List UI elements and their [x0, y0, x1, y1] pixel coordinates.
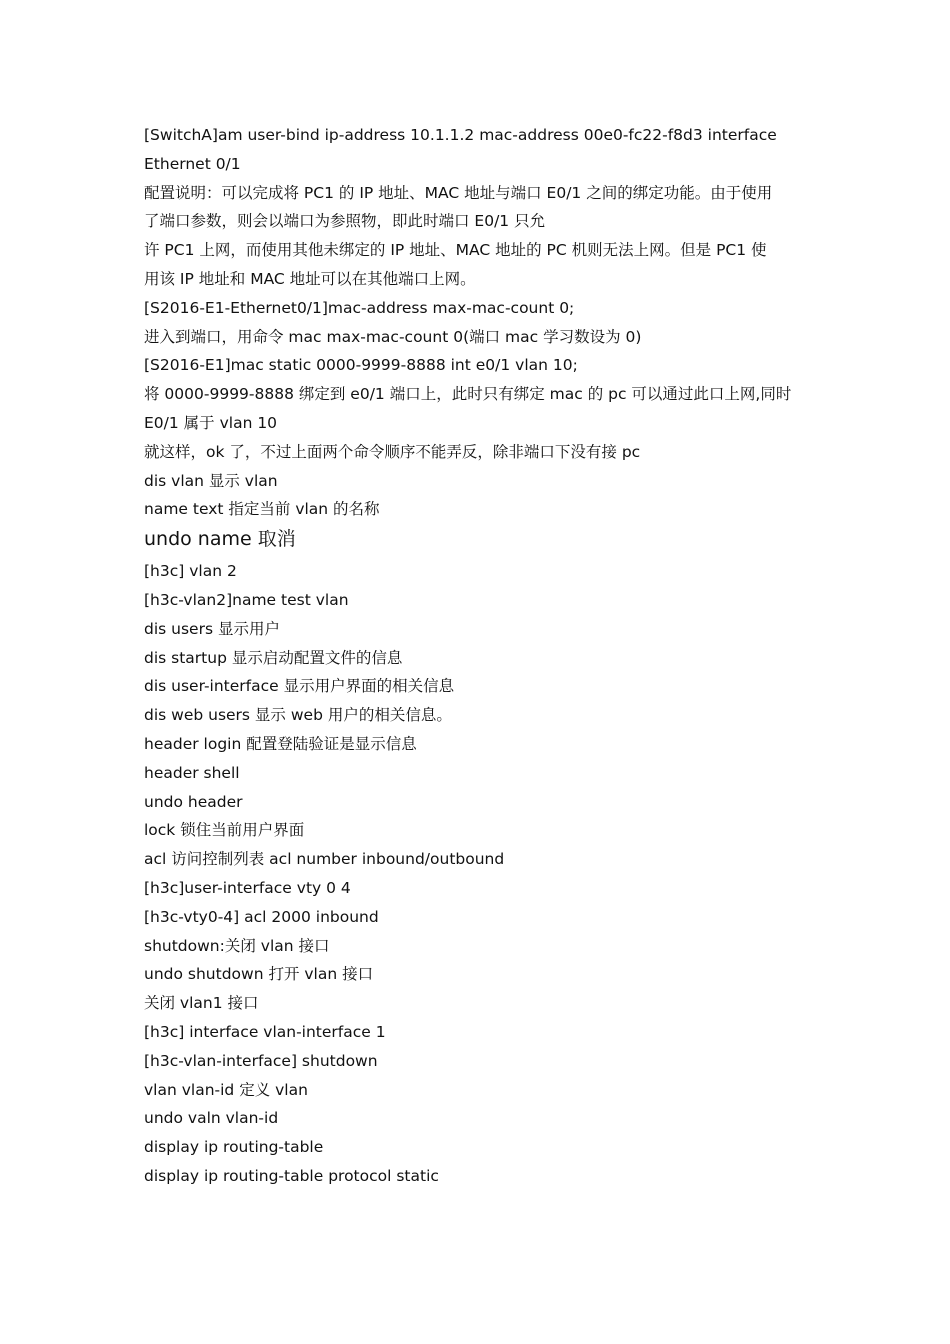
text-line: undo header: [144, 792, 243, 811]
text-line: 用该 IP 地址和 MAC 地址可以在其他端口上网。: [144, 269, 476, 288]
text-line: undo shutdown 打开 vlan 接口: [144, 965, 374, 984]
text-line: 了端口参数，则会以端口为参照物，即此时端口 E0/1 只允: [144, 212, 546, 231]
text-line: dis vlan 显示 vlan: [144, 471, 278, 490]
text-line: 就这样，ok 了，不过上面两个命令顺序不能弄反，除非端口下没有接 pc: [144, 442, 641, 461]
text-line: E0/1 属于 vlan 10: [144, 413, 278, 432]
text-line: dis startup 显示启动配置文件的信息: [144, 648, 403, 667]
text-line: [S2016-E1]mac static 0000-9999-8888 int e0/1 vlan 10;: [144, 356, 578, 375]
text-line: [h3c] interface vlan-interface 1: [144, 1022, 386, 1041]
text-line: header login 配置登陆验证是显示信息: [144, 734, 417, 753]
text-line: 许 PC1 上网，而使用其他未绑定的 IP 地址、MAC 地址的 PC 机则无法上网。但是 PC1 使: [144, 241, 767, 260]
document-body: [144, 121, 812, 1191]
text-line: [h3c]user-interface vty 0 4: [144, 878, 351, 897]
text-line: header shell: [144, 763, 240, 782]
text-line: 进入到端口，用命令 mac max-mac-count 0(端口 mac 学习数设为 0): [144, 327, 642, 346]
text-line: lock 锁住当前用户界面: [144, 821, 305, 840]
text-line: display ip routing-table: [144, 1138, 324, 1157]
text-line: acl 访问控制列表 acl number inbound/outbound: [144, 850, 505, 869]
text-line-large: undo name 取消: [144, 528, 296, 551]
text-line: dis users 显示用户: [144, 619, 280, 638]
text-line: [SwitchA]am user-bind ip-address 10.1.1.2 mac-address 00e0-fc22-f8d3 interface: [144, 126, 777, 144]
text-line: name text 指定当前 vlan 的名称: [144, 500, 380, 519]
text-line: 配置说明：可以完成将 PC1 的 IP 地址、MAC 地址与端口 E0/1 之间的绑定功能。由于使用: [144, 183, 773, 202]
text-line: undo valn vlan-id: [144, 1109, 279, 1128]
text-line: 将 0000-9999-8888 绑定到 e0/1 端口上，此时只有绑定 mac 的 pc 可以通过此口上网,同时: [144, 385, 792, 404]
text-line: 关闭 vlan1 接口: [144, 994, 259, 1013]
text-line: [h3c-vlan-interface] shutdown: [144, 1051, 378, 1070]
text-line: shutdown:关闭 vlan 接口: [144, 936, 330, 955]
text-line: display ip routing-table protocol static: [144, 1166, 439, 1185]
text-line: dis web users 显示 web 用户的相关信息。: [144, 706, 452, 725]
text-line: [S2016-E1-Ethernet0/1]mac-address max-mac-count 0;: [144, 298, 575, 317]
text-line: [h3c] vlan 2: [144, 562, 237, 581]
text-line: Ethernet 0/1: [144, 154, 241, 173]
text-line: [h3c-vlan2]name test vlan: [144, 590, 349, 609]
text-line: [h3c-vty0-4] acl 2000 inbound: [144, 907, 379, 926]
text-line: vlan vlan-id 定义 vlan: [144, 1080, 308, 1099]
text-line: dis user-interface 显示用户界面的相关信息: [144, 677, 455, 696]
